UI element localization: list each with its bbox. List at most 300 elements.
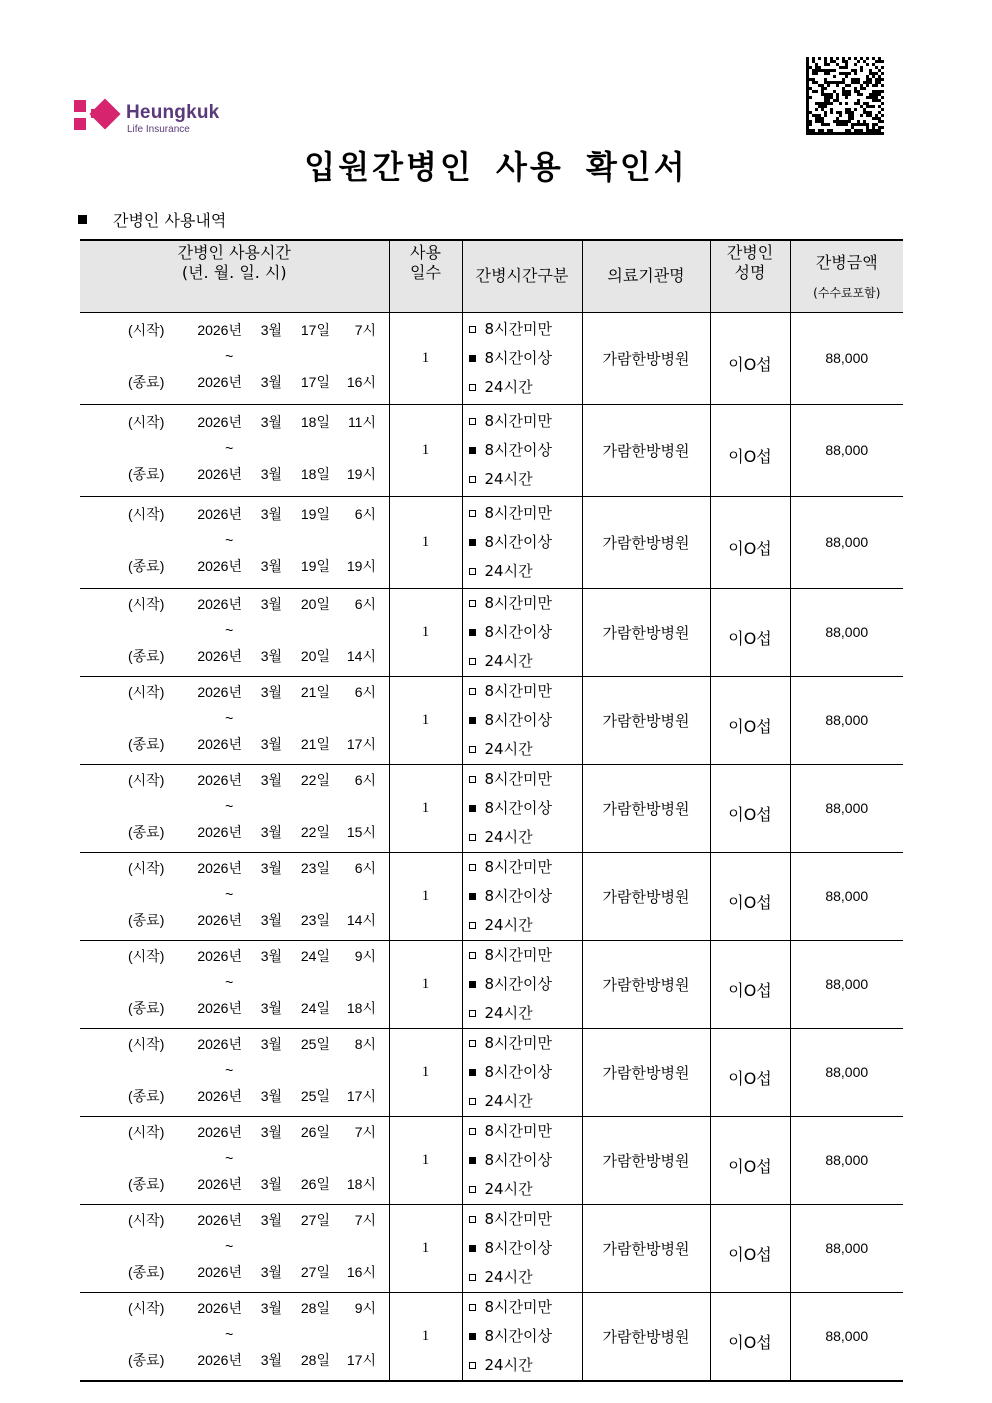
cell-institution: 가람한방병원: [582, 588, 710, 676]
header-category: 간병시간구분: [462, 240, 582, 312]
time-end: [80, 461, 389, 487]
category-option: [469, 999, 582, 1028]
day: 24일: [300, 947, 330, 964]
cell-category: [462, 312, 582, 404]
cell-caregiver: 이O섭: [710, 404, 790, 496]
time-start-label: (시작): [128, 1123, 165, 1140]
checked-box-icon: [469, 1157, 476, 1164]
year: 2026년: [197, 1087, 242, 1104]
category-option-label: 8시간미만: [484, 411, 553, 430]
category-option-label: 24시간: [484, 739, 533, 758]
unchecked-box-icon: [469, 600, 476, 607]
unchecked-box-icon: [469, 1304, 476, 1311]
category-option-label: 8시간미만: [484, 681, 553, 700]
day: 25일: [300, 1087, 330, 1104]
cell-category: [462, 1204, 582, 1292]
hour: 18시: [346, 1175, 376, 1192]
hour: 7시: [354, 1211, 376, 1228]
checked-box-icon: [469, 355, 476, 362]
month: 3월: [260, 735, 282, 752]
day: 23일: [300, 911, 330, 928]
category-option: [469, 1029, 582, 1058]
cell-days: 1: [389, 1204, 462, 1292]
day: 21일: [300, 735, 330, 752]
section-label: 간병인 사용내역: [113, 211, 227, 230]
hour: 7시: [354, 1123, 376, 1140]
cell-institution: 가람한방병원: [582, 852, 710, 940]
day: 20일: [300, 647, 330, 664]
time-separator: ~: [225, 973, 234, 990]
document-title: 입원간병인 사용 확인서: [304, 148, 688, 186]
category-option: [469, 1351, 582, 1380]
category-option-label: 8시간미만: [484, 857, 553, 876]
cell-days: 1: [389, 1292, 462, 1381]
month: 3월: [260, 1035, 282, 1052]
month: 3월: [260, 505, 282, 522]
table-row: [80, 404, 903, 496]
unchecked-box-icon: [469, 1040, 476, 1047]
category-option: [469, 1234, 582, 1263]
cell-time: [80, 1292, 389, 1381]
time-end: [80, 731, 389, 757]
header-amount: [790, 240, 903, 312]
cell-category: [462, 496, 582, 588]
cell-institution: 가람한방병원: [582, 1292, 710, 1381]
time-start-label: (시작): [128, 595, 165, 612]
cell-time: [80, 764, 389, 852]
category-option: [469, 677, 582, 706]
cell-category: [462, 1028, 582, 1116]
month: 3월: [260, 647, 282, 664]
time-separator: ~: [225, 885, 234, 902]
day: 26일: [300, 1175, 330, 1192]
table-row: [80, 312, 903, 404]
month: 3월: [260, 465, 282, 482]
category-option-label: 24시간: [484, 377, 533, 396]
cell-category: [462, 1116, 582, 1204]
table-row: [80, 1204, 903, 1292]
unchecked-box-icon: [469, 510, 476, 517]
category-option: [469, 1146, 582, 1175]
unchecked-box-icon: [469, 922, 476, 929]
cell-category: [462, 676, 582, 764]
time-separator: ~: [225, 621, 234, 638]
header-amount-label: 간병금액: [815, 253, 878, 272]
hour: 16시: [346, 373, 376, 390]
cell-amount: 88,000: [790, 588, 903, 676]
cell-institution: 가람한방병원: [582, 676, 710, 764]
time-start-label: (시작): [128, 321, 165, 338]
table-row: [80, 764, 903, 852]
time-start-label: (시작): [128, 505, 165, 522]
header-caregiver-line1: 간병인: [726, 243, 774, 262]
time-start-label: (시작): [128, 771, 165, 788]
cell-time: [80, 852, 389, 940]
cell-time: [80, 1116, 389, 1204]
hour: 19시: [346, 557, 376, 574]
hour: 16시: [346, 1263, 376, 1280]
unchecked-box-icon: [469, 1216, 476, 1223]
cell-days: 1: [389, 1116, 462, 1204]
category-option-label: 8시간미만: [484, 1121, 553, 1140]
category-option: [469, 794, 582, 823]
hour: 9시: [354, 1299, 376, 1316]
unchecked-box-icon: [469, 1274, 476, 1281]
cell-amount: 88,000: [790, 1292, 903, 1381]
category-option: [469, 436, 582, 465]
category-option: [469, 528, 582, 557]
day: 22일: [300, 823, 330, 840]
hour: 6시: [354, 859, 376, 876]
unchecked-box-icon: [469, 568, 476, 575]
year: 2026년: [197, 413, 242, 430]
time-start: [80, 1207, 389, 1233]
cell-days: 1: [389, 852, 462, 940]
time-start-label: (시작): [128, 1299, 165, 1316]
year: 2026년: [197, 647, 242, 664]
table-row: [80, 940, 903, 1028]
unchecked-box-icon: [469, 776, 476, 783]
hour: 17시: [346, 1351, 376, 1368]
unchecked-box-icon: [469, 864, 476, 871]
category-option: [469, 1293, 582, 1322]
cell-institution: 가람한방병원: [582, 404, 710, 496]
time-separator: ~: [225, 797, 234, 814]
category-option-label: 24시간: [484, 561, 533, 580]
cell-amount: 88,000: [790, 404, 903, 496]
cell-institution: 가람한방병원: [582, 940, 710, 1028]
time-end-label: (종료): [128, 1087, 165, 1104]
cell-time: [80, 312, 389, 404]
category-option-label: 8시간미만: [484, 1033, 553, 1052]
unchecked-box-icon: [469, 834, 476, 841]
unchecked-box-icon: [469, 658, 476, 665]
category-option: [469, 765, 582, 794]
cell-days: 1: [389, 1028, 462, 1116]
year: 2026년: [197, 1175, 242, 1192]
hour: 6시: [354, 771, 376, 788]
time-end-label: (종료): [128, 647, 165, 664]
year: 2026년: [197, 823, 242, 840]
cell-amount: 88,000: [790, 496, 903, 588]
year: 2026년: [197, 465, 242, 482]
day: 28일: [300, 1299, 330, 1316]
time-end-label: (종료): [128, 911, 165, 928]
day: 19일: [300, 557, 330, 574]
day: 22일: [300, 771, 330, 788]
hour: 17시: [346, 1087, 376, 1104]
unchecked-box-icon: [469, 1186, 476, 1193]
checked-box-icon: [469, 1333, 476, 1340]
category-option: [469, 941, 582, 970]
year: 2026년: [197, 1035, 242, 1052]
time-start: [80, 1031, 389, 1057]
time-start: [80, 501, 389, 527]
cell-institution: 가람한방병원: [582, 1116, 710, 1204]
cell-institution: 가람한방병원: [582, 1204, 710, 1292]
time-start-label: (시작): [128, 947, 165, 964]
bullet-icon: [78, 215, 87, 224]
year: 2026년: [197, 595, 242, 612]
cell-caregiver: 이O섭: [710, 764, 790, 852]
cell-category: [462, 404, 582, 496]
category-option: [469, 407, 582, 436]
cell-time: [80, 1204, 389, 1292]
time-start-label: (시작): [128, 1211, 165, 1228]
time-end-label: (종료): [128, 735, 165, 752]
month: 3월: [260, 1211, 282, 1228]
category-option-label: 8시간이상: [484, 1062, 553, 1081]
unchecked-box-icon: [469, 1128, 476, 1135]
checked-box-icon: [469, 717, 476, 724]
month: 3월: [260, 1351, 282, 1368]
year: 2026년: [197, 999, 242, 1016]
category-option-label: 8시간미만: [484, 1297, 553, 1316]
cell-days: 1: [389, 676, 462, 764]
cell-amount: 88,000: [790, 1204, 903, 1292]
category-option-label: 8시간미만: [484, 503, 553, 522]
logo-square: [74, 118, 86, 130]
month: 3월: [260, 1123, 282, 1140]
time-start: [80, 1119, 389, 1145]
day: 18일: [300, 465, 330, 482]
day: 17일: [300, 321, 330, 338]
hour: 14시: [346, 647, 376, 664]
hour: 19시: [346, 465, 376, 482]
logo-subtitle: Life Insurance: [127, 124, 190, 135]
category-option: [469, 499, 582, 528]
category-option: [469, 823, 582, 852]
month: 3월: [260, 557, 282, 574]
day: 23일: [300, 859, 330, 876]
checked-box-icon: [469, 1245, 476, 1252]
time-separator: ~: [225, 531, 234, 548]
table-row: [80, 588, 903, 676]
category-option-label: 24시간: [484, 651, 533, 670]
cell-time: [80, 940, 389, 1028]
unchecked-box-icon: [469, 418, 476, 425]
day: 28일: [300, 1351, 330, 1368]
cell-institution: 가람한방병원: [582, 312, 710, 404]
cell-days: 1: [389, 496, 462, 588]
year: 2026년: [197, 947, 242, 964]
unchecked-box-icon: [469, 952, 476, 959]
time-start: [80, 591, 389, 617]
year: 2026년: [197, 735, 242, 752]
category-option: [469, 1322, 582, 1351]
category-option-label: 8시간이상: [484, 532, 553, 551]
time-separator: ~: [225, 1237, 234, 1254]
hour: 6시: [354, 595, 376, 612]
category-option-label: 8시간미만: [484, 319, 553, 338]
cell-amount: 88,000: [790, 1028, 903, 1116]
header-caregiver: [710, 240, 790, 312]
cell-days: 1: [389, 764, 462, 852]
time-end-label: (종료): [128, 1351, 165, 1368]
year: 2026년: [197, 683, 242, 700]
header-days: [389, 240, 462, 312]
hour: 17시: [346, 735, 376, 752]
year: 2026년: [197, 1299, 242, 1316]
category-option-label: 24시간: [484, 1355, 533, 1374]
year: 2026년: [197, 373, 242, 390]
category-option-label: 8시간이상: [484, 1326, 553, 1345]
hour: 6시: [354, 683, 376, 700]
month: 3월: [260, 1263, 282, 1280]
month: 3월: [260, 1087, 282, 1104]
time-start-label: (시작): [128, 859, 165, 876]
hour: 11시: [347, 413, 376, 430]
cell-caregiver: 이O섭: [710, 1204, 790, 1292]
time-start: [80, 409, 389, 435]
hour: 15시: [346, 823, 376, 840]
month: 3월: [260, 999, 282, 1016]
time-separator: ~: [225, 1061, 234, 1078]
cell-time: [80, 676, 389, 764]
caregiver-usage-table: [80, 239, 903, 1382]
hour: 7시: [354, 321, 376, 338]
category-option-label: 8시간미만: [484, 1209, 553, 1228]
year: 2026년: [197, 321, 242, 338]
category-option: [469, 706, 582, 735]
time-end: [80, 1171, 389, 1197]
category-option-label: 24시간: [484, 915, 533, 934]
cell-time: [80, 496, 389, 588]
month: 3월: [260, 413, 282, 430]
year: 2026년: [197, 1351, 242, 1368]
day: 27일: [300, 1263, 330, 1280]
cell-caregiver: 이O섭: [710, 1292, 790, 1381]
checked-box-icon: [469, 629, 476, 636]
category-option: [469, 557, 582, 586]
month: 3월: [260, 373, 282, 390]
header-institution: 의료기관명: [582, 240, 710, 312]
checked-box-icon: [469, 981, 476, 988]
cell-amount: 88,000: [790, 940, 903, 1028]
table-row: [80, 1116, 903, 1204]
cell-amount: 88,000: [790, 312, 903, 404]
category-option-label: 8시간이상: [484, 798, 553, 817]
day: 24일: [300, 999, 330, 1016]
cell-category: [462, 940, 582, 1028]
time-start: [80, 855, 389, 881]
month: 3월: [260, 1175, 282, 1192]
table-row: [80, 852, 903, 940]
checked-box-icon: [469, 447, 476, 454]
checked-box-icon: [469, 893, 476, 900]
time-start-label: (시작): [128, 683, 165, 700]
time-end: [80, 1083, 389, 1109]
unchecked-box-icon: [469, 384, 476, 391]
time-end: [80, 819, 389, 845]
cell-time: [80, 588, 389, 676]
month: 3월: [260, 595, 282, 612]
time-start-label: (시작): [128, 1035, 165, 1052]
time-end: [80, 369, 389, 395]
qr-code-icon: [806, 57, 884, 135]
time-end: [80, 1347, 389, 1373]
category-option: [469, 970, 582, 999]
time-end-label: (종료): [128, 823, 165, 840]
header-caregiver-line2: 성명: [734, 263, 766, 282]
day: 20일: [300, 595, 330, 612]
category-option: [469, 911, 582, 940]
time-end: [80, 907, 389, 933]
month: 3월: [260, 911, 282, 928]
category-option: [469, 1087, 582, 1116]
year: 2026년: [197, 859, 242, 876]
category-option-label: 24시간: [484, 1179, 533, 1198]
time-separator: ~: [225, 1149, 234, 1166]
category-option-label: 8시간이상: [484, 710, 553, 729]
category-option-label: 8시간이상: [484, 348, 553, 367]
category-option-label: 8시간미만: [484, 945, 553, 964]
year: 2026년: [197, 1263, 242, 1280]
category-option-label: 24시간: [484, 1091, 533, 1110]
category-option-label: 8시간이상: [484, 974, 553, 993]
category-option-label: 8시간이상: [484, 1238, 553, 1257]
logo-square: [74, 100, 86, 112]
time-start-label: (시작): [128, 413, 165, 430]
hour: 9시: [354, 947, 376, 964]
month: 3월: [260, 1299, 282, 1316]
category-option-label: 8시간이상: [484, 886, 553, 905]
day: 21일: [300, 683, 330, 700]
cell-caregiver: 이O섭: [710, 588, 790, 676]
category-option-label: 8시간미만: [484, 769, 553, 788]
cell-days: 1: [389, 312, 462, 404]
checked-box-icon: [469, 539, 476, 546]
table-row: [80, 1028, 903, 1116]
cell-category: [462, 852, 582, 940]
unchecked-box-icon: [469, 688, 476, 695]
day: 26일: [300, 1123, 330, 1140]
time-end: [80, 1259, 389, 1285]
time-end: [80, 553, 389, 579]
month: 3월: [260, 859, 282, 876]
time-separator: ~: [225, 347, 234, 364]
category-option-label: 8시간이상: [484, 440, 553, 459]
time-end: [80, 995, 389, 1021]
checked-box-icon: [469, 1069, 476, 1076]
checked-box-icon: [469, 805, 476, 812]
header-time-line2: (년. 월. 일. 시): [181, 263, 287, 282]
time-start: [80, 767, 389, 793]
cell-caregiver: 이O섭: [710, 852, 790, 940]
category-option: [469, 344, 582, 373]
cell-days: 1: [389, 588, 462, 676]
category-option: [469, 1205, 582, 1234]
cell-time: [80, 404, 389, 496]
category-option: [469, 589, 582, 618]
category-option-label: 8시간이상: [484, 622, 553, 641]
time-start: [80, 679, 389, 705]
header-time: [80, 240, 389, 312]
hour: 6시: [354, 505, 376, 522]
category-option: [469, 882, 582, 911]
cell-amount: 88,000: [790, 1116, 903, 1204]
month: 3월: [260, 683, 282, 700]
logo-diamond: [89, 98, 120, 129]
month: 3월: [260, 947, 282, 964]
hour: 18시: [346, 999, 376, 1016]
cell-institution: 가람한방병원: [582, 1028, 710, 1116]
cell-caregiver: 이O섭: [710, 1116, 790, 1204]
day: 18일: [300, 413, 330, 430]
year: 2026년: [197, 771, 242, 788]
cell-caregiver: 이O섭: [710, 496, 790, 588]
cell-days: 1: [389, 940, 462, 1028]
